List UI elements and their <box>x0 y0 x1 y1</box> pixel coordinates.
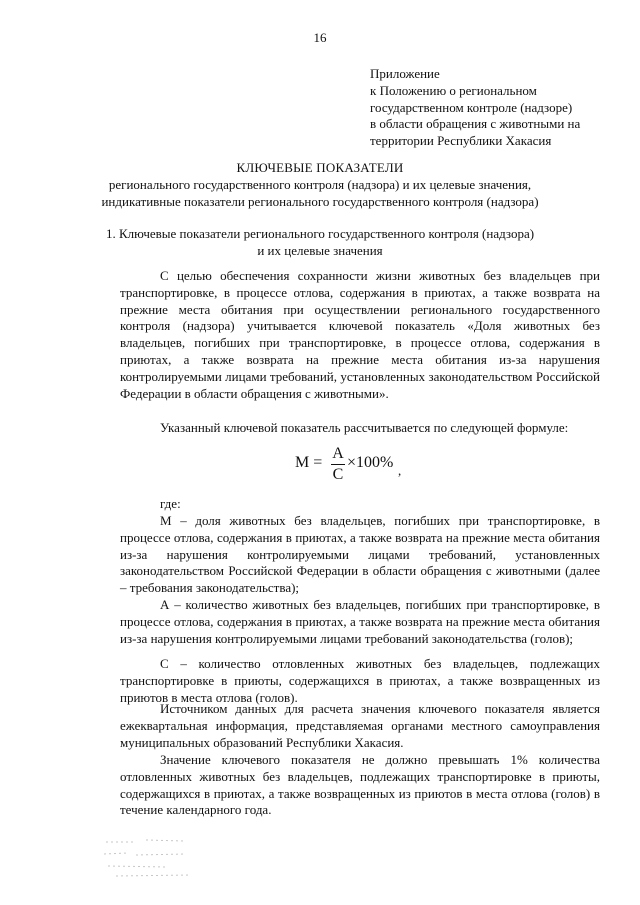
formula-numerator: А <box>332 445 344 462</box>
appendix-header <box>370 66 610 150</box>
appendix-line: территории Республики Хакасия <box>370 133 552 149</box>
formula-intro-paragraph: Указанный ключевой показатель рассчитывается по следующей формуле: <box>160 420 569 435</box>
m-definition: М – доля животных без владельцев, погибших при транспортировке, в процессе отлова, содержания в приютах, а также возврата на прежние места обитания из-за нарушения контролируемыми лицами требований, установленных законодательством Российской Федерации в области обращения с животными (далее – требования законодательства); <box>120 513 600 596</box>
target-value-paragraph: Значение ключевого показателя не должно превышать 1% количества отловленных животных без владельцев, подлежащих транспортировке в приюты, содержащихся в приютах, а также возвращенных из приютов в места отлова (голов) в течение календарного года. <box>120 752 600 818</box>
intro-paragraph-block <box>120 268 600 402</box>
c-definition: С – количество отловленных животных без владельцев, подлежащих транспортировке в приюты, содержащихся в приютах, а также возвращенных из приютов в места отлова (голов). <box>120 656 600 705</box>
a-definition-block <box>120 597 600 647</box>
faint-signature-mark <box>96 832 196 882</box>
section-heading-line: 1. Ключевые показатели регионального государственного контроля (надзора) <box>105 226 535 241</box>
title-main: КЛЮЧЕВЫЕ ПОКАЗАТЕЛИ <box>236 160 404 175</box>
formula-lhs: М = <box>295 454 323 471</box>
source-block <box>120 701 600 751</box>
where-label: где: <box>160 496 181 511</box>
m-definition-block <box>120 513 600 597</box>
appendix-line: к Положению о региональном <box>370 82 537 98</box>
section-heading <box>0 225 640 259</box>
appendix-line: государственном контроле (надзоре) <box>370 99 573 115</box>
title-subtitle-line: регионального государственного контроля (надзора) и их целевые значения, <box>108 177 532 192</box>
where-block <box>120 496 600 513</box>
section-heading-line: и их целевые значения <box>257 243 383 258</box>
appendix-line: в области обращения с животными на <box>370 116 581 132</box>
title-subtitle-line: индикативные показатели регионального государственного контроля (надзора) <box>101 194 539 209</box>
c-definition-block <box>120 656 600 706</box>
target-value-block <box>120 752 600 819</box>
formula-intro-block <box>120 420 600 437</box>
source-paragraph: Источником данных для расчета значения ключевого показателя является ежеквартальная информация, представляемая органами местного самоуправления муниципальных образований Республики Хакасия. <box>120 701 600 750</box>
formula-comma: , <box>398 463 402 478</box>
fraction-bar <box>331 464 345 465</box>
intro-paragraph: С целью обеспечения сохранности жизни животных без владельцев при транспортировке, в процессе отлова, содержания в приютах, а также возврата на прежние места обитания при осуществлении регионального государственного контроля (надзора) учитывается ключевой показатель «Доля животных без владельцев, погибших при транспортировке, в процессе отлова, содержания в приютах, а также возврата на прежние места обитания из-за нарушения контролируемыми лицами требований, установленных законодательством Российской Федерации в области обращения с животными». <box>120 268 600 401</box>
document-title <box>0 159 640 210</box>
formula-denominator: С <box>332 466 344 483</box>
formula-fraction <box>331 446 345 483</box>
a-definition: А – количество животных без владельцев, погибших при транспортировке, в процессе отлова, содержания в приютах, а также возврата на прежние места обитания из-за нарушения контролируемыми лицами требований законодательства (голов); <box>120 597 600 646</box>
appendix-line: Приложение <box>370 66 440 81</box>
page-number: 16 <box>313 30 327 45</box>
formula-rhs: ×100% <box>347 454 394 471</box>
